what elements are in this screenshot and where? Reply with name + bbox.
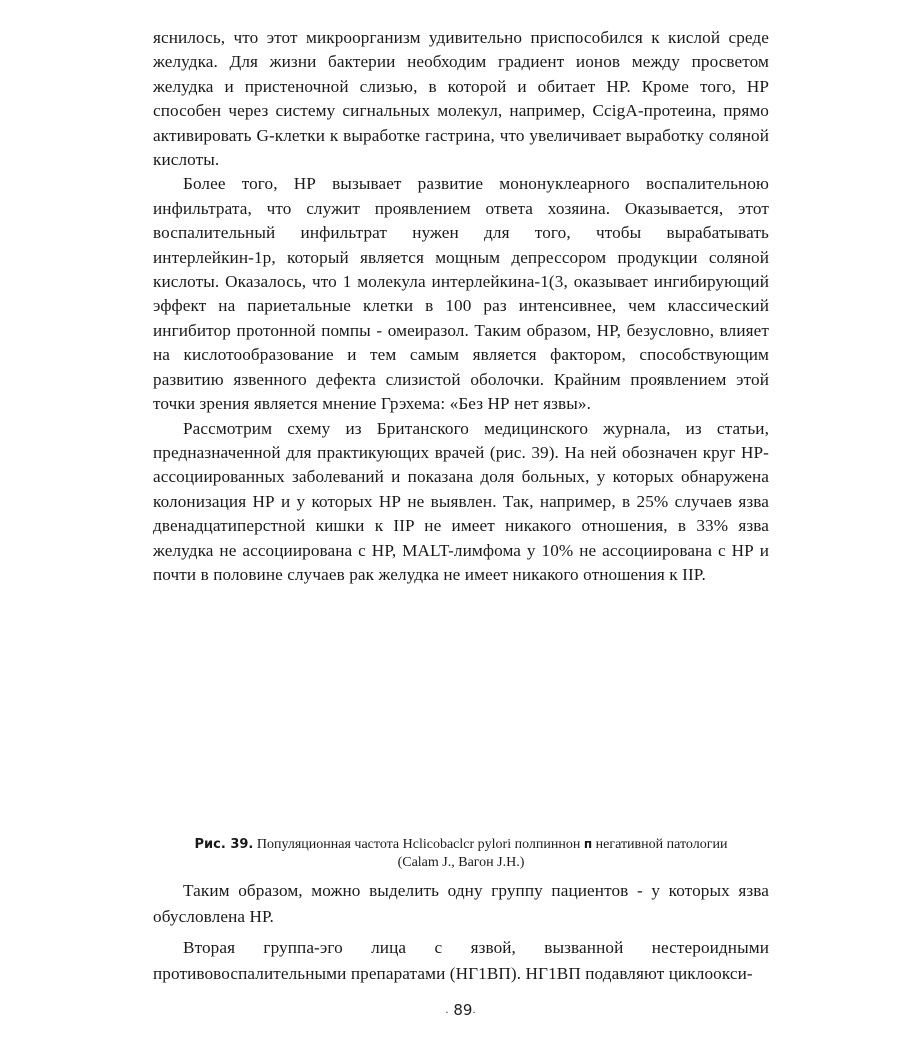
main-text-block: [153, 26, 769, 587]
caption-text-start: Популяционная частота Hclicobaclcr pylori полпиннон: [256, 837, 581, 852]
caption-mark: п: [583, 837, 593, 851]
paragraph-3: Рассмотрим схему из Британского медицинского журнала, из статьи, предназначенной для практикующих врачей (рис. 39). На ней обозначен круг НР-ассоциированных заболеваний и показана доля больных, у которых обнаружена колонизация НР и у которых НР не выявлен. Так, например, в 25% случаев язва двенадцатиперстной кишки к IIP не имеет никакого отношения, в 33% язва желудка не ассоциирована с НР, MALT-лимфома у 10% не ассоциирована с НР и почти в половине случаев рак желудка не имеет никакого отношения к IIP.: [153, 418, 769, 584]
page-number-value: 89: [453, 1001, 473, 1019]
caption-label: Рис. 39.: [194, 837, 254, 852]
figure-caption: [153, 835, 769, 872]
figure-39-blank-area: [153, 650, 769, 820]
paragraph-2: Более того, НР вызывает развитие мононуклеарного воспалительною инфильтрата, что служит проявлением ответа хозяина. Оказывается, этот воспалительный инфильтрат нужен для того, чтобы вырабатывать интерлейкин-1р, который является мощным депрессором продукции соляной кислоты. Оказалось, что 1 молекула интерлейкина-1(3, оказывает ингибирующий эффект на париетальные клетки в 100 раз интенсивнее, чем классический ингибитор протонной помпы - омеиразол. Таким образом, НР, безусловно, влияет на кислотообразование и тем самым является фактором, способствующим развитию язвенного дефекта слизистой оболочки. Крайним проявлением этой точки зрения является мнение Грэхема: «Без НР нет язвы».: [153, 174, 769, 414]
caption-line-1: [153, 835, 769, 854]
page-number-dot-right: .: [472, 1005, 476, 1016]
bottom-text-block: [153, 878, 769, 986]
caption-text-end: негативной патологии: [595, 837, 728, 852]
page-number: [0, 1001, 921, 1019]
paragraph-5: Вторая группа-эго лица с язвой, вызванной нестероидными противовоспалительными препаратами (НГ1ВП). НГ1ВП подавляют циклоокси-: [153, 938, 769, 983]
paragraph-4: Таким образом, можно выделить одну группу пациентов - у которых язва обусловлена НР.: [153, 881, 769, 926]
paragraph-1: яснилось, что этот микроорганизм удивительно приспособился к кислой среде желудка. Для жизни бактерии необходим градиент ионов между просветом желудка и пристеночной слизью, в которой и обитает НР. Кроме того, НР способен через систему сигнальных молекул, например, CcigA-протеина, прямо активировать G-клетки к выработке гастрина, что увеличивает выработку соляной кислоты.: [153, 28, 769, 170]
page-number-dot-left: .: [445, 1005, 449, 1016]
caption-line-2: (Calam J., Вагон J.H.): [397, 855, 525, 870]
